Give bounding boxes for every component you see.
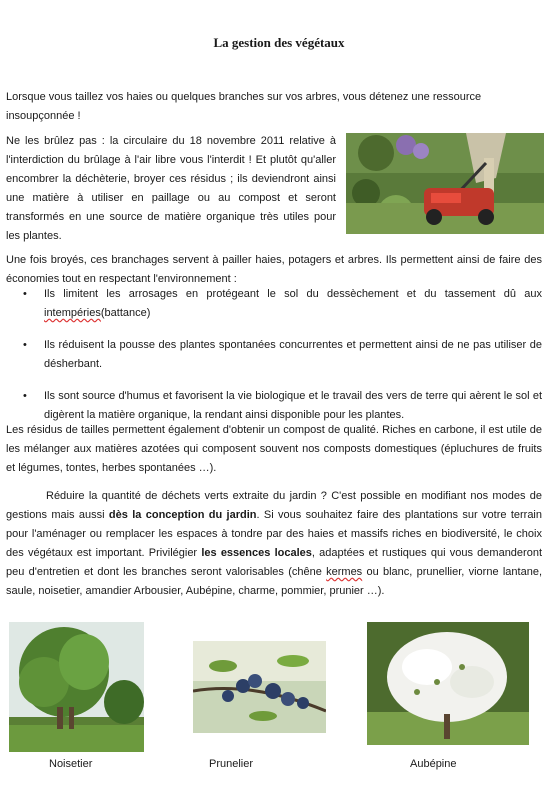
bullet-marker: • [23,288,27,300]
spellcheck-word: kermes [326,566,363,578]
page-title: La gestion des végétaux [213,35,345,50]
list-item: • Ils limitent les arrosages en protégeant le sol du dessèchement et du tassement dû aux intempéries(battance) [0,285,542,323]
mulch-paragraph: Une fois broyés, ces branchages servent à pailler haies, potagers et arbres. Ils permettent ainsi de faire des économies tout en respectant l'environnement : [6,254,542,285]
aubepine-caption: Aubépine [410,758,457,770]
benefits-list [0,285,542,425]
list-item: • Ils réduisent la pousse des plantes spontanées concurrentes et permettent ainsi de ne pas utiliser de désherbant. [0,336,542,374]
residues-paragraph: Les résidus de tailles permettent également d'obtenir un compost de qualité. Riches en carbone, il est utile de les mélanger aux matières azotées qui composent souvent nos composts domestiques (épluchures de fruits et légumes, tontes, herbes spontanées …). [6,424,542,474]
noisetier-caption: Noisetier [49,758,93,770]
intro-paragraph: Lorsque vous taillez vos haies ou quelques branches sur vos arbres, vous détenez une ressource insoupçonnée ! [6,91,482,122]
prunelier-caption: Prunelier [209,758,254,770]
lawnmower-photo [346,133,544,234]
bullet-marker: • [23,339,27,351]
spellcheck-word: intempéries [44,307,101,319]
aubepine-photo [367,622,529,745]
bullet-marker: • [23,390,27,402]
burn-paragraph: Ne les brûlez pas : la circulaire du 18 novembre 2011 relative à l'interdiction du brûlage à l'air libre vous l'interdit ! Et plutôt qu'aller encombrer la déchèterie, broyer ces résidus ; ils deviendront ainsi une matière à utiliser en paillage ou au compost et seront transformés en une source de matière organique très utiles pour les plantes. [6,135,336,242]
reduce-paragraph: Réduire la quantité de déchets verts extraite du jardin ? C'est possible en modifiant nos modes de gestions mais aussi dès la conception du jardin. Si vous souhaitez faire des plantations sur votre terrain pour l'aménager ou remplacer les espaces à tondre par des haies et massifs riches en biodiversité, le choix des végétaux est important. Privilégier les essences locales, adaptées et rustiques qui vous demanderont peu d'entretien et dont les branches seront valorisables (chêne kermes ou blanc, prunellier, viorne lantane, saule, noisetier, amandier Arbousier, Aubépine, charme, pommier, prunier …). [6,490,542,597]
noisetier-photo [9,622,144,752]
prunelier-photo [193,641,326,733]
list-item: • Ils sont source d'humus et favorisent la vie biologique et le travail des vers de terre qui aèrent le sol et digèrent la matière organique, la rendant ainsi disponible pour les plantes. [0,387,542,425]
